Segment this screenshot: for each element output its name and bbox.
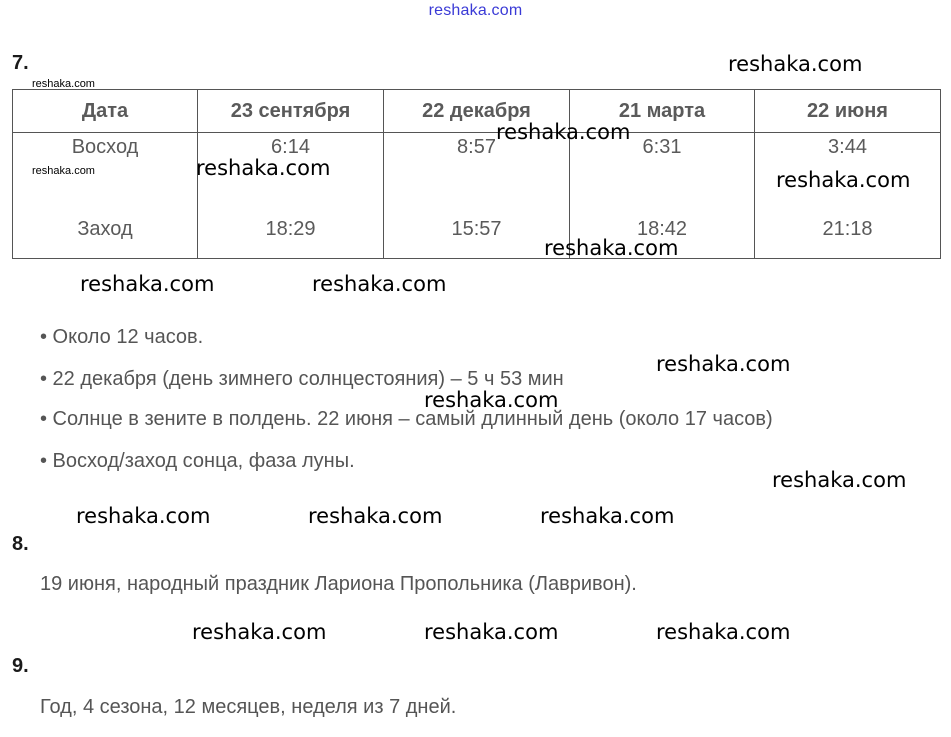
sunset-value: 18:29 (265, 218, 316, 240)
watermark: reshaka.com (544, 236, 679, 260)
sunset-value: 18:42 (636, 218, 688, 240)
sep-23-cell (198, 133, 384, 259)
watermark: reshaka.com (776, 168, 911, 192)
watermark: reshaka.com (32, 78, 95, 90)
task-8-number: 8. (12, 533, 29, 555)
task-7-number: 7. (12, 52, 29, 74)
task-9-answer: Год, 4 сезона, 12 месяцев, неделя из 7 дней. (40, 696, 457, 718)
watermark: reshaka.com (80, 272, 215, 296)
dec-22-cell (384, 133, 570, 259)
watermark: reshaka.com (76, 504, 211, 528)
sunrise-value: 6:31 (642, 136, 682, 158)
sunrise-label: Восход (71, 136, 139, 158)
header-mar-21: 21 марта (570, 90, 755, 133)
sunrise-value: 6:14 (271, 136, 310, 158)
sunset-value: 15:57 (451, 218, 502, 240)
sunrise-value: 8:57 (457, 136, 496, 158)
row-labels-cell (13, 133, 198, 259)
sunrise-value: 3:44 (828, 136, 867, 158)
answer-bullet-3: • Солнце в зените в полдень. 22 июня – самый длинный день (около 17 часов) (40, 408, 773, 430)
site-header-link[interactable]: reshaka.com (428, 2, 523, 19)
watermark: reshaka.com (196, 156, 331, 180)
watermark: reshaka.com (312, 272, 447, 296)
watermark: reshaka.com (772, 468, 907, 492)
answer-bullet-4: • Восход/заход сонца, фаза луны. (40, 450, 355, 472)
watermark: reshaka.com (496, 120, 631, 144)
watermark: reshaka.com (32, 165, 95, 177)
table-header-row (13, 90, 941, 133)
header-date: Дата (13, 90, 198, 133)
table-row (13, 133, 941, 259)
watermark: reshaka.com (192, 620, 327, 644)
watermark: reshaka.com (656, 620, 791, 644)
header-sep-23: 23 сентября (198, 90, 384, 133)
task-8-answer: 19 июня, народный праздник Лариона Пропольника (Лавривон). (40, 573, 637, 595)
answer-bullet-2: • 22 декабря (день зимнего солнцестояния) – 5 ч 53 мин (40, 368, 564, 390)
header-jun-22: 22 июня (755, 90, 941, 133)
watermark: reshaka.com (424, 388, 559, 412)
watermark: reshaka.com (540, 504, 675, 528)
answer-bullet-1: • Около 12 часов. (40, 326, 204, 348)
jun-22-cell (755, 133, 941, 259)
sunset-value: 21:18 (822, 218, 873, 240)
watermark: reshaka.com (308, 504, 443, 528)
task-9-number: 9. (12, 655, 29, 677)
header-dec-22: 22 декабря (384, 90, 570, 133)
watermark: reshaka.com (424, 620, 559, 644)
watermark: reshaka.com (728, 52, 863, 76)
sunset-label: Заход (77, 218, 133, 240)
watermark: reshaka.com (656, 352, 791, 376)
